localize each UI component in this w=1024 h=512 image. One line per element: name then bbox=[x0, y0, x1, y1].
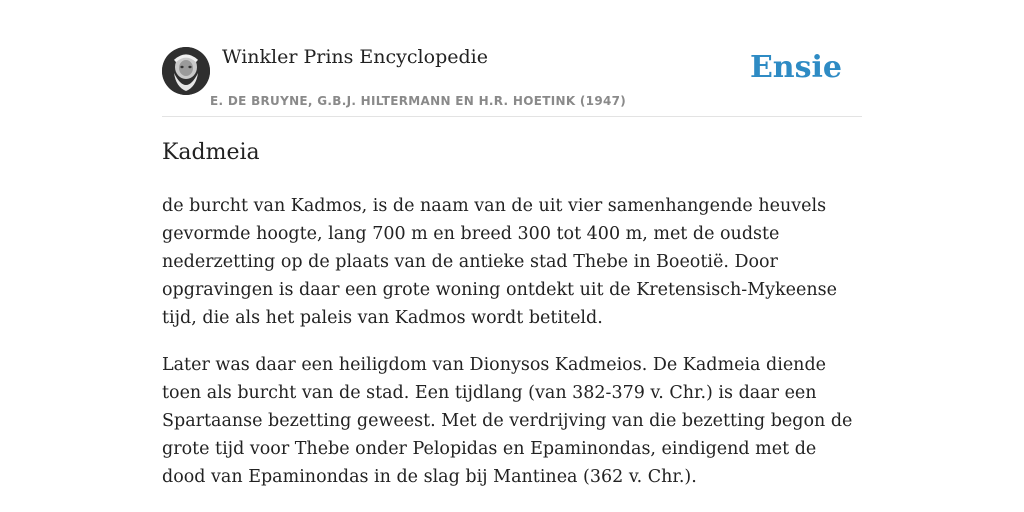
authors-line: E. DE BRUYNE, G.B.J. HILTERMANN EN H.R. HOETINK (1947) bbox=[210, 94, 627, 108]
site-title[interactable]: Winkler Prins Encyclopedie bbox=[222, 46, 488, 68]
article-paragraph-2: Later was daar een heiligdom van Dionysos Kadmeios. De Kadmeia diende toen als burcht van de stad. Een tijdlang (van 382-379 v. Chr.) is daar een Spartaanse bezetting geweest. Met de verdrijving van die bezetting begon de grote tijd voor Thebe onder Pelopidas en Epaminondas, eindigend met de dood van Epaminondas in de slag bij Mantinea (362 v. Chr.). bbox=[162, 355, 853, 487]
page-container bbox=[162, 0, 862, 487]
article-paragraph-1: de burcht van Kadmos, is de naam van de uit vier samenhangende heuvels gevormde hoogte, lang 700 m en breed 300 tot 400 m, met de oudste nederzetting op de plaats van de antieke stad Thebe in Boeotië. Door opgravingen is daar een grote woning ontdekt uit de Kretensisch-Mykeense tijd, die als het paleis van Kadmos wordt betiteld. bbox=[162, 196, 837, 328]
brand-logo[interactable]: Ensie bbox=[749, 50, 842, 85]
page-title: Kadmeia bbox=[162, 140, 260, 165]
site-header bbox=[162, 0, 862, 117]
bearded-man-portrait-icon[interactable] bbox=[162, 47, 210, 95]
